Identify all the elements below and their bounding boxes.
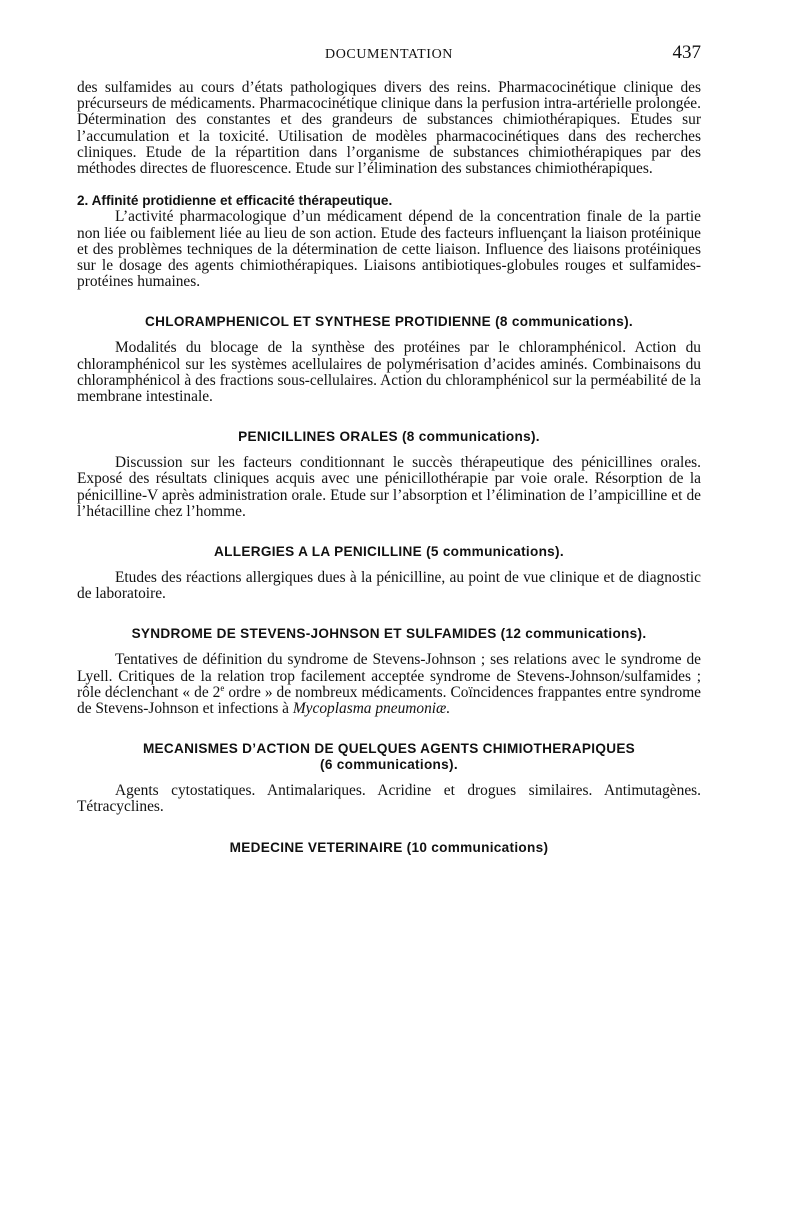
section-heading-veterinaire <box>77 840 701 856</box>
italic-species-name: Mycoplasma pneumoniæ. <box>292 700 451 718</box>
intro-paragraph: des sulfamides au cours d’états pathologiques divers des reins. Pharmacocinétique clinique des précurseurs de médicaments. Pharmacocinétique clinique dans la perfusion intra-artérielle prolongée. Détermination des constantes et des grandeurs de substances chimiothérapiques. Etudes sur l’accumulation et la toxicité. Utilisation de modèles pharmacocinétiques dans des recherches cliniques. Etude de la répartition dans l’organisme de substances chimiothérapiques par des méthodes directes de fluorescence. Etude sur l’élimination des substances chimiothérapiques. <box>77 79 701 178</box>
section-heading-stevens-johnson <box>77 626 701 642</box>
section-count: (12 communications). <box>500 626 647 642</box>
section-heading-penicillines <box>77 429 701 445</box>
section-paragraph-stevens-johnson <box>77 652 701 717</box>
section-count: (8 communications). <box>401 429 540 445</box>
running-header <box>77 44 701 68</box>
section-count: (5 communications). <box>426 544 564 560</box>
paragraph-text-part: ordre » de nombreux médicaments. Coïncidences frappantes entre syndrome de Stevens-Johnson et infections à <box>77 683 701 718</box>
section-title: CHLORAMPHENICOL ET SYNTHESE PROTIDIENNE <box>144 314 492 330</box>
section-title: PENICILLINES ORALES <box>238 429 398 445</box>
section-paragraph-mecanismes: Agents cytostatiques. Antimalariques. Acridine et drogues similaires. Antimutagènes. Tétracyclines. <box>77 782 701 816</box>
section-count: (10 communications) <box>406 839 549 855</box>
page-number: 437 <box>672 42 701 63</box>
section-paragraph-chloramphenicol: Modalités du blocage de la synthèse des protéines par le chloramphénicol. Action du chloramphénicol sur les systèmes acellulaires de polymérisation d’acides aminés. Combinaisons du chloramphénicol à des fractions sous-cellulaires. Action du chloramphénicol sur la perméabilité de la membrane intestinale. <box>77 339 701 406</box>
paragraph-text-part: Tentatives de définition du syndrome de Stevens-Johnson ; ses relations avec le syndrome de Lyell. Critiques de la relation trop facilement acceptée syndrome de Stevens-Johnson/sulfamides ; rôle déclenchant « de 2 <box>77 651 701 701</box>
section-heading-mecanismes <box>77 741 701 773</box>
section-title: SYNDROME DE STEVENS-JOHNSON ET SULFAMIDES <box>131 626 497 642</box>
running-title: DOCUMENTATION <box>324 47 453 62</box>
section-title: MEDECINE VETERINAIRE <box>229 839 403 855</box>
section-heading-chloramphenicol <box>77 314 701 330</box>
subsection-heading: 2. Affinité protidienne et efficacité thérapeutique. <box>77 193 393 209</box>
superscript: e <box>220 682 225 693</box>
section-heading-allergies <box>77 544 701 560</box>
page-body <box>77 80 701 866</box>
section-title: MECANISMES D’ACTION DE QUELQUES AGENTS CHIMIOTHERAPIQUES <box>142 741 636 757</box>
section-count: (8 communications). <box>495 314 633 330</box>
section-title: ALLERGIES A LA PENICILLINE <box>214 544 422 560</box>
subsection-paragraph: L’activité pharmacologique d’un médicament dépend de la concentration finale de la partie non liée ou faiblement liée au lieu de son action. Etude des facteurs influençant la liaison protéinique et des problèmes techniques de la détermination de cette liaison. Influence des liaisons protéiniques sur le dosage des agents chimiothérapiques. Liaisons antibiotiques-globules rouges et sulfamides-protéines humaines. <box>77 208 701 291</box>
section-paragraph-penicillines: Discussion sur les facteurs conditionnant le succès thérapeutique des pénicillines orales. Exposé des résultats cliniques acquis avec une pénicillothérapie par voie orale. Résorption de la pénicilline-V après administration orale. Etude sur l’absorption et l’élimination de l’ampicilline et de l’hétacilline chez l’homme. <box>77 454 701 520</box>
section-count: (6 communications). <box>320 757 458 773</box>
section-paragraph-allergies: Etudes des réactions allergiques dues à la pénicilline, au point de vue clinique et de diagnostic de laboratoire. <box>77 569 701 603</box>
